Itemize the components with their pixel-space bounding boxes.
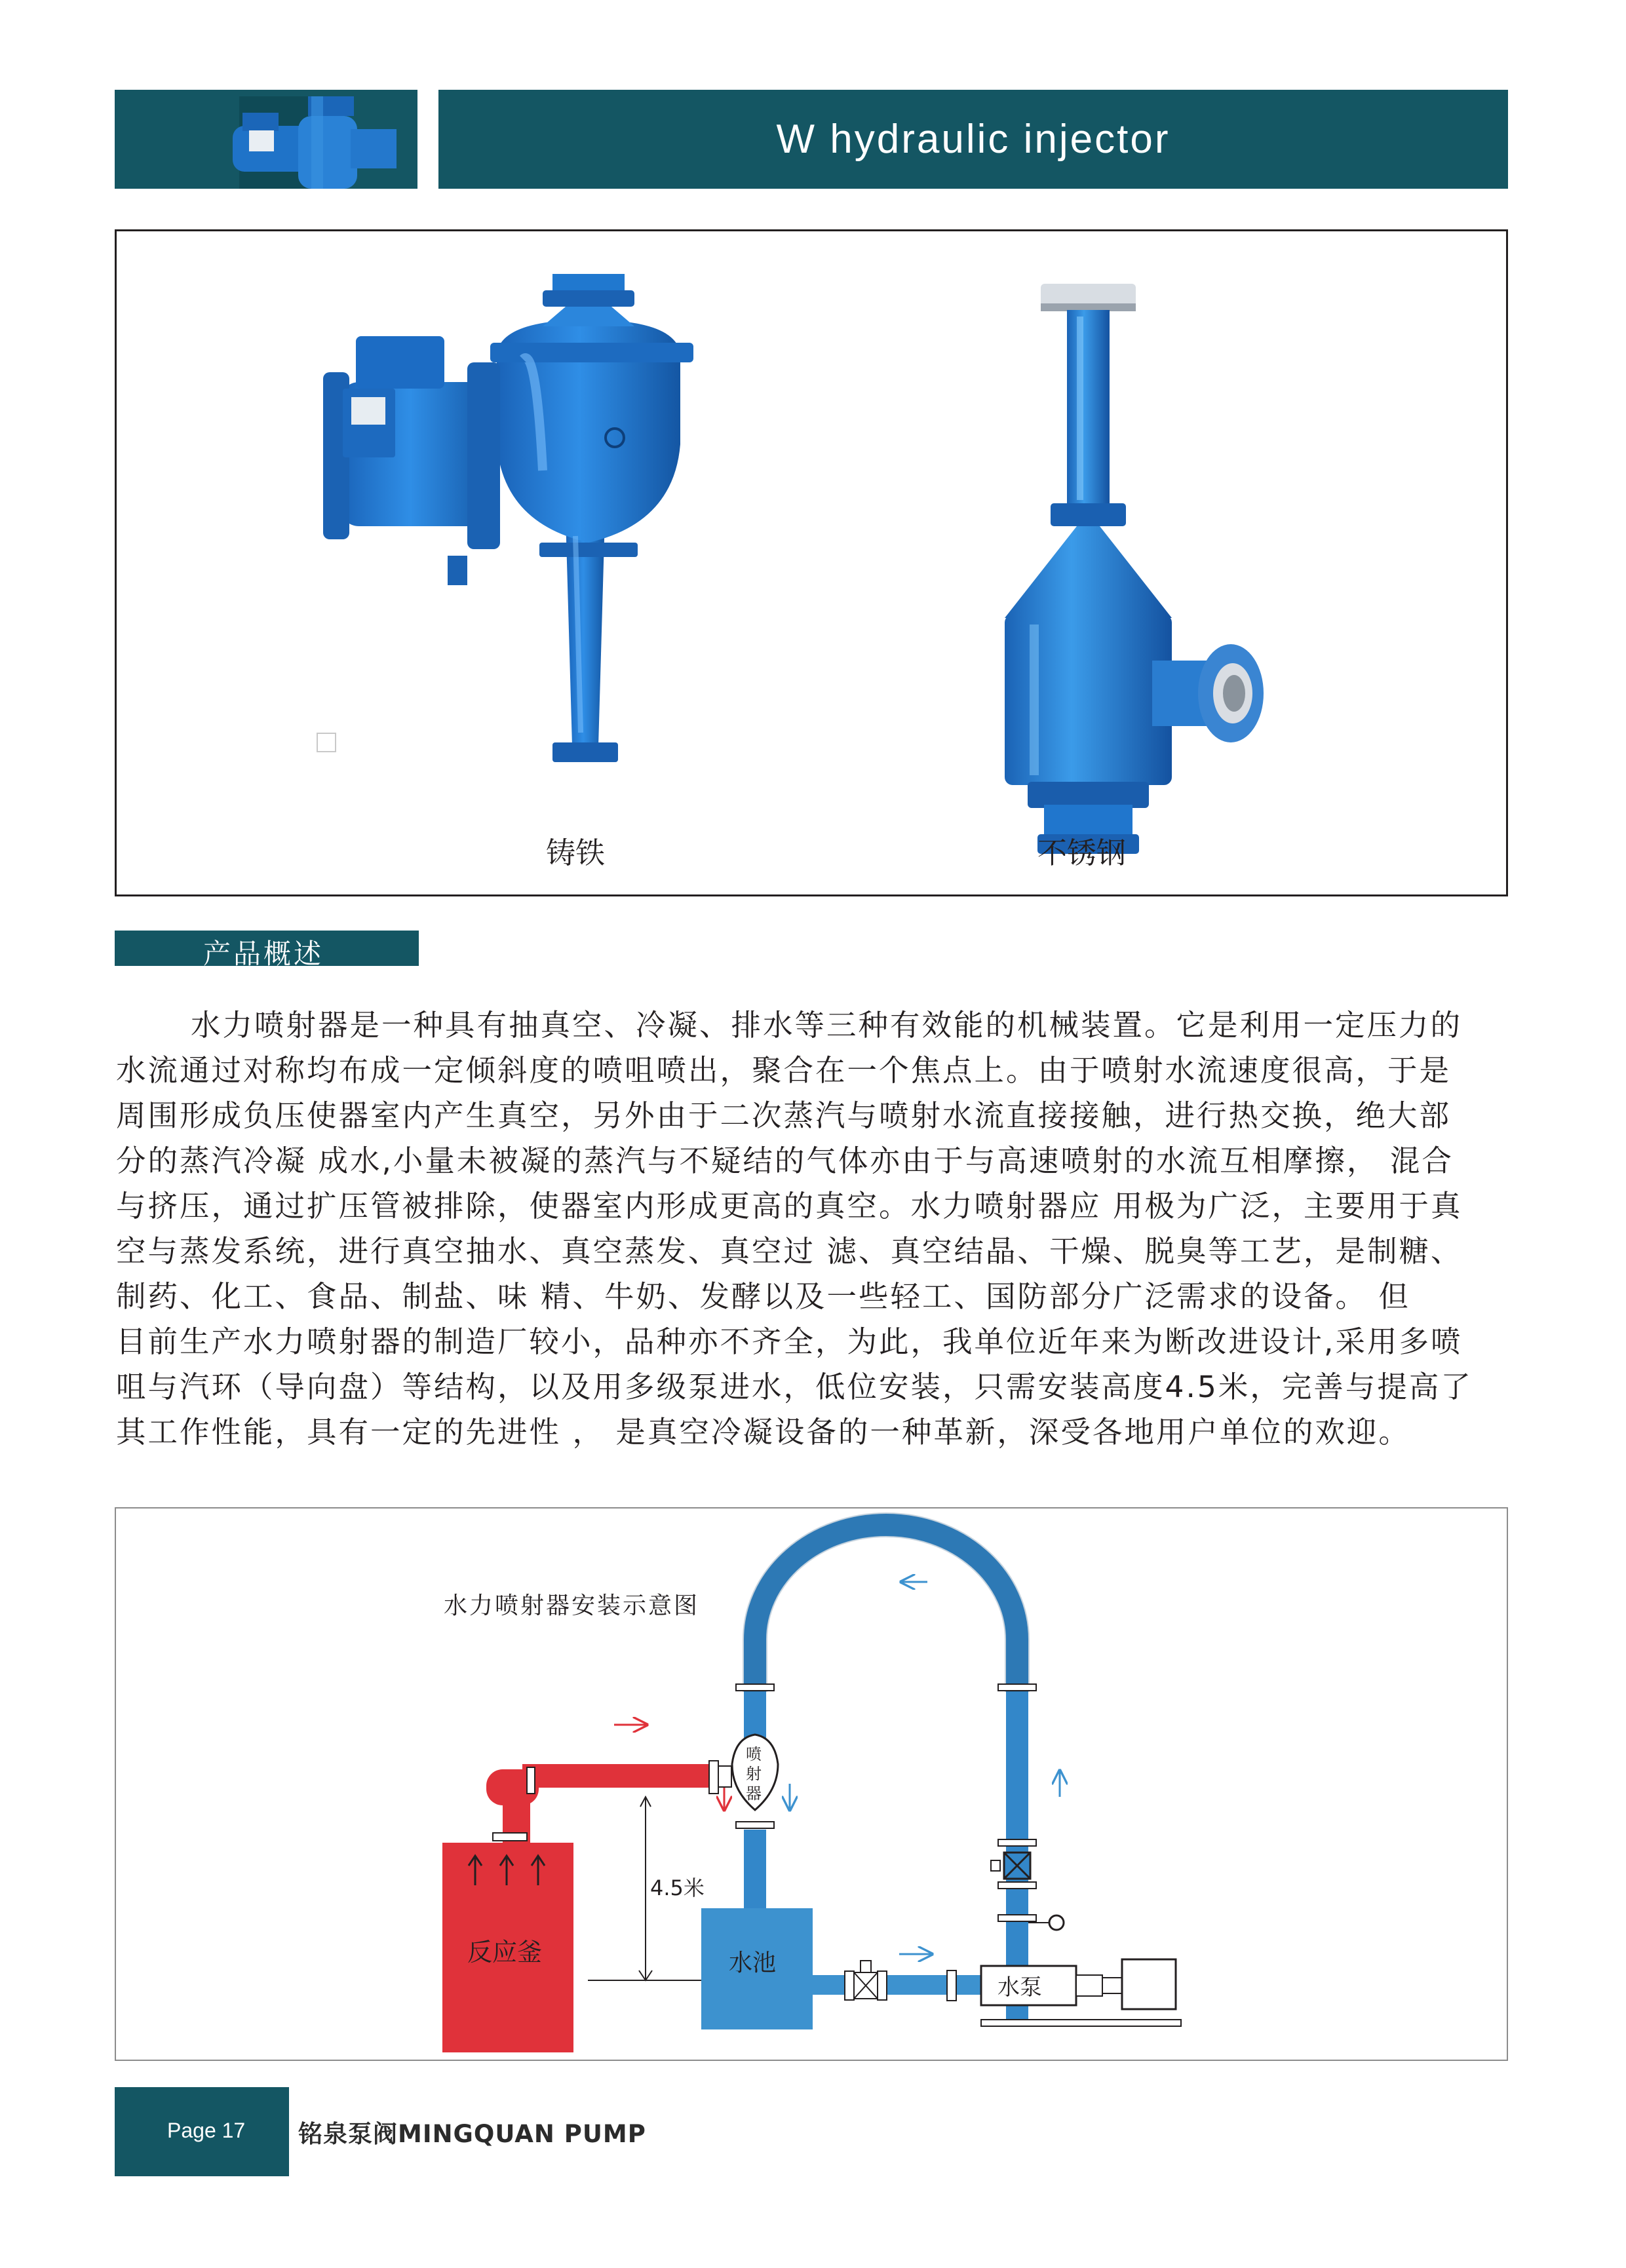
overview-line: 目前生产水力喷射器的制造厂较小，品种亦不齐全，为此，我单位近年来为断改进设计,采用多喷 <box>116 1324 1463 1359</box>
footer-page-tab <box>115 2087 289 2176</box>
pump-motor <box>1122 1959 1176 2009</box>
installation-diagram-panel <box>115 1507 1508 2061</box>
ejector-label-3: 器 <box>746 1784 762 1803</box>
footer-brand: 铭泉泵阀MINGQUAN PUMP <box>298 2120 646 2148</box>
overview-line: 分的蒸汽冷凝 成水,小量未被凝的蒸汽与不疑结的气体亦由于与高速喷射的水流互相摩擦， 混合 <box>116 1144 1454 1178</box>
drain-pipe <box>744 1830 766 1915</box>
reactor-label: 反应釜 <box>467 1938 543 1967</box>
diagram-title: 水力喷射器安装示意图 <box>444 1592 700 1619</box>
height-label: 4.5米 <box>650 1875 705 1900</box>
product-label-stainless-steel: 不锈钢 <box>1037 836 1127 870</box>
overview-line: 其工作性能，具有一定的先进性 ， 是真空冷凝设备的一种革新，深受各地用户单位的欢迎。 <box>116 1415 1410 1450</box>
page-title: W hydraulic injector <box>776 117 1171 162</box>
injector-thumbnail-image <box>115 90 417 189</box>
pump-label: 水泵 <box>997 1974 1042 2001</box>
header-thumbnail <box>115 90 417 189</box>
overview-line: 周围形成负压使器室内产生真空，另外由于二次蒸汽与喷射水流直接接触，进行热交换，绝大部 <box>116 1098 1452 1133</box>
pressure-gauge-icon <box>1049 1915 1064 1930</box>
steam-pipe <box>522 1764 719 1788</box>
suction-pipe <box>813 1975 1009 1995</box>
overview-line: 制药、化工、食品、制盐、味 精、牛奶、发酵以及一些轻工、国防部分广泛需求的设备。 但 <box>116 1279 1410 1314</box>
overview-paragraph <box>116 1003 1513 1455</box>
overview-line: 水力喷射器是一种具有抽真空、冷凝、排水等三种有效能的机械装置。它是利用一定压力的 <box>191 1008 1463 1043</box>
product-photos-panel <box>115 229 1508 896</box>
overview-line: 咀与汽环（导向盘）等结构，以及用多级泵进水，低位安装，只需安装高度4.5米，完善与提高了 <box>116 1370 1473 1404</box>
product-label-cast-iron: 铸铁 <box>546 836 606 870</box>
installation-diagram <box>116 1509 1507 2060</box>
page-number: Page 17 <box>167 2119 246 2142</box>
stainless-steel-injector-image <box>988 277 1355 867</box>
overview-line: 水流通过对称均布成一定倾斜度的喷咀喷出，聚合在一个焦点上。由于喷射水流速度很高，于是 <box>116 1053 1452 1088</box>
ejector-label-1: 喷 <box>746 1745 762 1763</box>
pool-label: 水池 <box>729 1950 777 1976</box>
overview-line: 空与蒸发系统，进行真空抽水、真空蒸发、真空过 滤、真空结晶、干燥、脱臭等工艺，是制糖、 <box>116 1234 1463 1269</box>
header-title-bar <box>438 90 1508 189</box>
ejector-label-2: 射 <box>746 1765 762 1783</box>
section-heading <box>115 931 419 970</box>
placeholder-box <box>317 733 336 752</box>
overview-line: 与挤压，通过扩压管被排除，使器室内形成更高的真空。水力喷射器应 用极为广泛，主要用于真 <box>116 1189 1463 1223</box>
pump-base <box>981 2020 1181 2026</box>
section-title: 产品概述 <box>203 938 324 970</box>
